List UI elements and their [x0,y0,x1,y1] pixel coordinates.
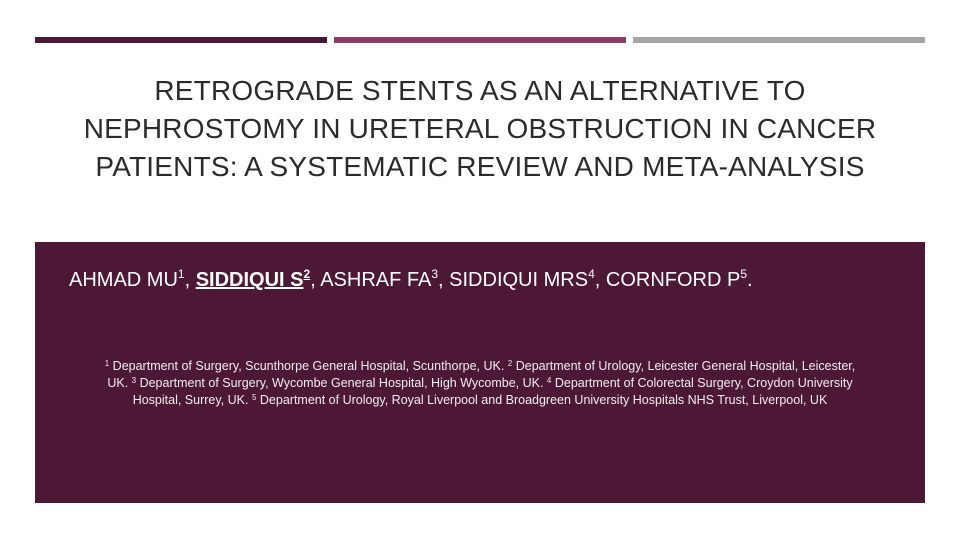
affiliation-text: Department of Colorectal Surgery, Croydon University Hospital, Surrey, UK. [132,376,853,407]
author-affiliation-number: 2 [303,267,311,281]
presenting-author-name: SIDDIQUI S [195,269,304,291]
author-separator: , [438,269,450,291]
affiliation-number: 4 [546,376,552,385]
slide-title: RETROGRADE STENTS AS AN ALTERNATIVE TO NEPHROSTOMY IN URETERAL OBSTRUCTION IN CANCER PATIENTS: A SYSTEMATIC REVIEW AND META-ANALYSIS [83,75,877,182]
author-separator: , [184,269,196,291]
content-panel [35,242,925,503]
affiliation-number: 2 [507,359,513,368]
author-separator: , [594,269,606,291]
affiliation-text: Department of Surgery, Scunthorpe General Hospital, Scunthorpe, UK. [109,359,508,373]
author-affiliation-number: 1 [177,267,185,281]
author-list [69,266,919,294]
author-affiliation-number: 4 [588,267,595,281]
author-name: CORNFORD P [605,269,741,291]
author-separator: , [310,269,321,291]
author-affiliation-number: 5 [740,267,748,281]
accent-bar-magenta [334,37,626,43]
affiliation-number: 1 [104,359,110,368]
accent-bar-gray [633,37,925,43]
affiliations [95,358,865,409]
author-affiliation-number: 3 [431,267,439,281]
affiliation-text: Department of Surgery, Wycombe General Hospital, High Wycombe, UK. [136,376,547,390]
affiliation-text: Department of Urology, Leicester General Hospital, Leicester, UK. [107,359,856,390]
affiliation-number: 5 [251,393,257,402]
author-name: SIDDIQUI MRS [449,269,589,291]
author-separator: . [747,269,753,291]
affiliation-number: 3 [131,376,137,385]
author-name: AHMAD MU [69,269,178,291]
author-name: ASHRAF FA [320,269,432,291]
affiliation-text: Department of Urology, Royal Liverpool and Broadgreen University Hospitals NHS Trust, Liverpool, UK [256,393,828,407]
accent-bar-dark [35,37,327,43]
